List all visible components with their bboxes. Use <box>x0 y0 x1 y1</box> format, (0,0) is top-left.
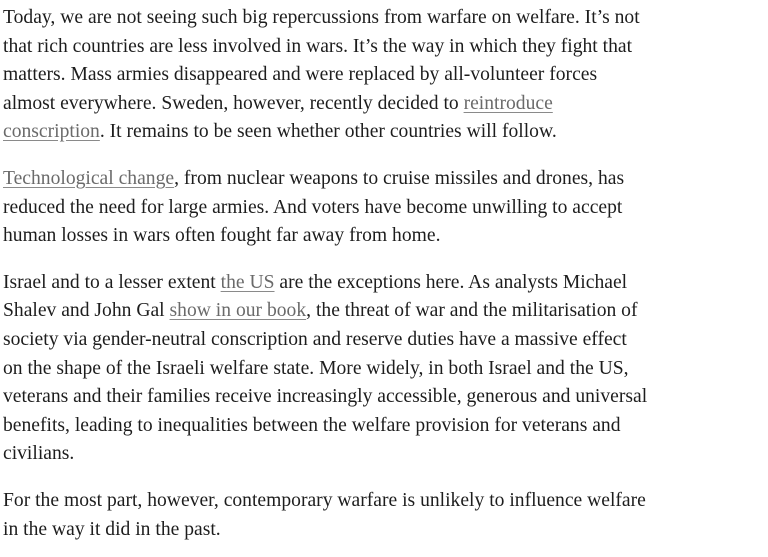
text-line <box>3 90 768 119</box>
text-segment: that rich countries are less involved in wars. It’s the way in which they fight that <box>3 35 633 57</box>
text-line <box>3 33 768 62</box>
text-line <box>3 383 768 412</box>
text-line <box>3 194 768 223</box>
paragraph-4 <box>3 487 768 544</box>
text-segment: For the most part, however, contemporary warfare is unlikely to influence welfare <box>3 489 646 511</box>
text-segment: in the way it did in the past. <box>3 518 221 540</box>
link-show-in-our-book[interactable]: show in our book <box>169 300 307 322</box>
link-reintroduce-conscription[interactable]: reintroduce <box>463 92 553 114</box>
link-technological-change[interactable]: Technological change <box>3 167 175 189</box>
text-segment: , the threat of war and the militarisation of <box>306 300 638 322</box>
text-segment: almost everywhere. Sweden, however, recently decided to <box>3 92 464 114</box>
link-the-us[interactable]: the US <box>220 271 275 293</box>
link-reintroduce-conscription[interactable]: conscription <box>3 121 100 143</box>
text-line <box>3 222 768 251</box>
text-segment: human losses in wars often fought far away from home. <box>3 225 441 247</box>
paragraph-3 <box>3 269 768 469</box>
text-line <box>3 516 768 545</box>
text-segment: reduced the need for large armies. And voters have become unwilling to accept <box>3 196 623 218</box>
text-segment: society via gender-neutral conscription and reserve duties have a massive effect <box>3 328 627 350</box>
text-segment: matters. Mass armies disappeared and were replaced by all-volunteer forces <box>3 64 598 86</box>
text-line <box>3 4 768 33</box>
text-line <box>3 61 768 90</box>
text-line <box>3 165 768 194</box>
text-line <box>3 355 768 384</box>
text-segment: are the exceptions here. As analysts Michael <box>274 271 628 293</box>
text-line <box>3 269 768 298</box>
text-segment: on the shape of the Israeli welfare state. More widely, in both Israel and the US, <box>3 357 629 379</box>
text-segment: . It remains to be seen whether other countries will follow. <box>99 121 557 143</box>
text-segment: civilians. <box>3 443 75 465</box>
text-segment: Israel and to a lesser extent <box>3 271 221 293</box>
text-segment: , from nuclear weapons to cruise missiles and drones, has <box>174 167 625 189</box>
text-segment: Today, we are not seeing such big repercussions from warfare on welfare. It’s not <box>3 7 640 28</box>
text-segment: benefits, leading to inequalities between the welfare provision for veterans and <box>3 414 621 436</box>
text-line <box>3 440 768 469</box>
text-line <box>3 297 768 326</box>
text-line <box>3 487 768 516</box>
paragraph-2 <box>3 165 768 251</box>
paragraph-1 <box>3 4 768 147</box>
text-line <box>3 412 768 441</box>
text-segment: Shalev and John Gal <box>3 300 170 322</box>
text-segment: veterans and their families receive increasingly accessible, generous and universal <box>3 386 648 408</box>
text-line <box>3 118 768 147</box>
text-line <box>3 326 768 355</box>
